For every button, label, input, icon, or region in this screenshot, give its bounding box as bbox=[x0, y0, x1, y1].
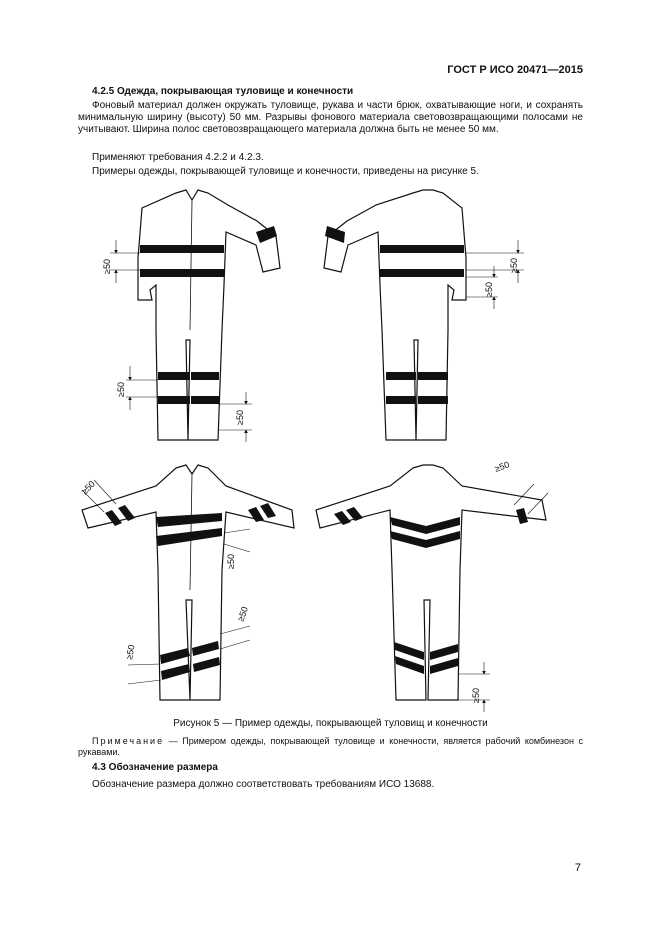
dim-label: ≥50 bbox=[235, 410, 245, 425]
dim-label: ≥50 bbox=[493, 459, 511, 474]
note bbox=[78, 736, 583, 758]
dim-label: ≥50 bbox=[235, 605, 250, 623]
note-label: Примечание bbox=[92, 736, 165, 746]
page-number: 7 bbox=[574, 862, 581, 874]
section-4-2-5-paragraph-2: Применяют требования 4.2.2 и 4.2.3. bbox=[92, 152, 264, 163]
dim-label: ≥50 bbox=[509, 258, 519, 273]
coverall-back-arms-spread bbox=[316, 465, 548, 712]
section-4-2-5-paragraph-1: Фоновый материал должен окружать туловище, рукава и части брюк, охватывающие ноги, и сохранять минимальную ширину (высоту) 50 мм. Разрывы фонового материала световозвращающими полосами не учитывают. Ширина полос световозвращающего материала должна быть не менее 50 мм. bbox=[78, 100, 583, 135]
dim-label: ≥50 bbox=[116, 382, 126, 397]
section-4-2-5-title: 4.2.5 Одежда, покрывающая туловище и конечности bbox=[92, 86, 354, 97]
section-4-2-5-paragraph-3: Примеры одежды, покрывающей туловище и конечности, приведены на рисунке 5. bbox=[92, 166, 479, 177]
document-header: ГОСТ Р ИСО 20471—2015 bbox=[447, 64, 583, 76]
dim-label: ≥50 bbox=[471, 688, 481, 703]
coverall-back-arm-raised bbox=[324, 190, 524, 440]
coverall-front-arms-spread bbox=[82, 465, 294, 700]
section-4-3-paragraph: Обозначение размера должно соответствовать требованиям ИСО 13688. bbox=[92, 779, 435, 790]
dim-label: ≥50 bbox=[484, 282, 494, 297]
dim-label: ≥50 bbox=[102, 259, 112, 274]
dim-label: ≥50 bbox=[226, 554, 236, 569]
note-text: — Примером одежды, покрывающей туловище и конечности, является рабочий комбинезон с рукавами. bbox=[78, 736, 583, 757]
figure-caption: Рисунок 5 — Пример одежды, покрывающей туловищ и конечности bbox=[173, 718, 488, 729]
dim-label: ≥50 bbox=[79, 478, 97, 497]
section-4-3-title: 4.3 Обозначение размера bbox=[92, 762, 218, 773]
dim-label: ≥50 bbox=[124, 643, 137, 661]
figure-5-coverall-drawings bbox=[0, 180, 661, 715]
coverall-front-arm-raised bbox=[110, 190, 280, 442]
